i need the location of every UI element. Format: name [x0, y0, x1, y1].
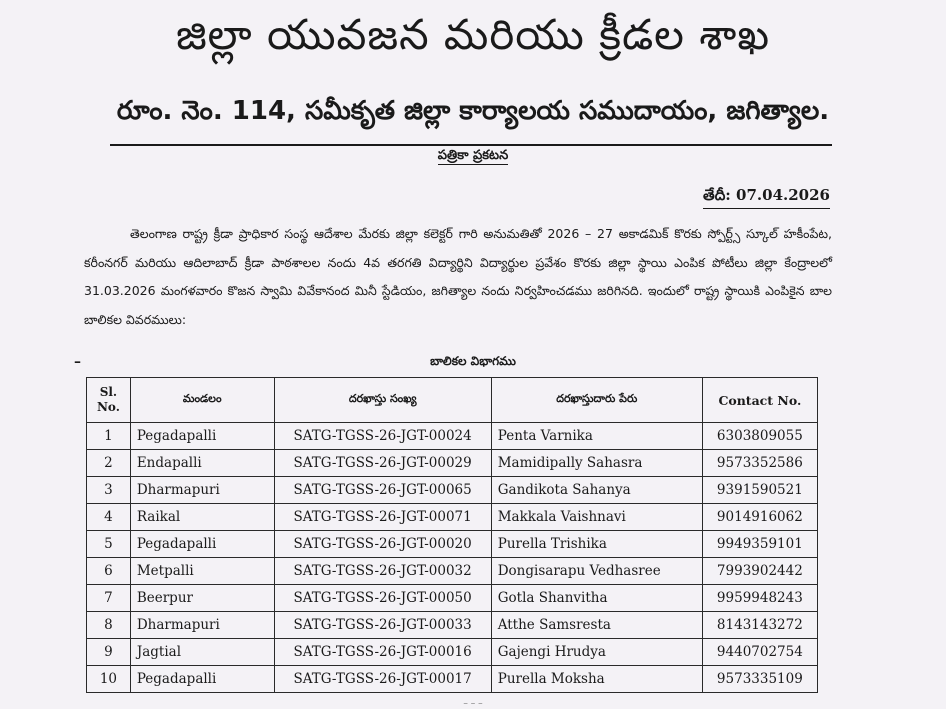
header-mandal: మండలం	[130, 378, 274, 423]
cell-application: SATG-TGSS-26-JGT-00029	[274, 450, 491, 477]
cell-contact: 8143143272	[702, 612, 817, 639]
cell-name: Penta Varnika	[491, 423, 702, 450]
document-date: తేదీ: 07.04.2026	[703, 186, 830, 209]
table-row	[87, 585, 818, 612]
page-title: జిల్లా యువజన మరియు క్రీడల శాఖ	[175, 10, 771, 59]
cell-mandal: Pegadapalli	[130, 423, 274, 450]
cell-contact: 7993902442	[702, 558, 817, 585]
cell-mandal: Beerpur	[130, 585, 274, 612]
cell-sl: 8	[87, 612, 131, 639]
cell-name: Gandikota Sahanya	[491, 477, 702, 504]
header-name: దరఖాస్తుదారు పేరు	[491, 378, 702, 423]
cell-sl: 5	[87, 531, 131, 558]
cell-mandal: Metpalli	[130, 558, 274, 585]
cell-sl: 1	[87, 423, 131, 450]
cell-mandal: Dharmapuri	[130, 612, 274, 639]
cell-contact: 9949359101	[702, 531, 817, 558]
cell-name: Purella Moksha	[491, 666, 702, 693]
cell-mandal: Pegadapalli	[130, 531, 274, 558]
cell-mandal: Endapalli	[130, 450, 274, 477]
table-row	[87, 450, 818, 477]
press-note-label: పత్రికా ప్రకటన	[437, 148, 509, 163]
section-title: బాలికల విభాగము	[430, 354, 516, 368]
cell-sl: 2	[87, 450, 131, 477]
page-mark: – – –	[463, 699, 483, 709]
table-row	[87, 612, 818, 639]
cell-name: Atthe Samsresta	[491, 612, 702, 639]
cell-application: SATG-TGSS-26-JGT-00032	[274, 558, 491, 585]
cell-mandal: Dharmapuri	[130, 477, 274, 504]
table-row	[87, 666, 818, 693]
cell-application: SATG-TGSS-26-JGT-00071	[274, 504, 491, 531]
body-paragraph: తెలంగాణ రాష్ట్ర క్రీడా ప్రాధికార సంస్థ ఆదేశాల మేరకు జిల్లా కలెక్టర్ గారి అనుమతితో 2026 – 27 అకాడమిక్ కొరకు స్పోర్ట్స్ స్కూల్ హకీంపేట, కరీంనగర్ మరియు ఆదిలాబాద్ క్రీడా పాఠశాలల నందు 4వ తరగతి విద్యార్థిని విద్యార్థుల ప్రవేశం కొరకు జిల్లా స్థాయి ఎంపిక పోటీలు జిల్లా కేంద్రాలలో 31.03.2026 మంగళవారం కొజన స్వామి వివేకానంద మినీ స్టేడియం, జగిత్యాల నందు నిర్వహించడము జరిగినది. ఇందులో రాష్ట్ర స్థాయికి ఎంపికైన బాల బాలికల వివరములు:	[84, 226, 832, 327]
cell-application: SATG-TGSS-26-JGT-00065	[274, 477, 491, 504]
header-divider	[110, 144, 832, 146]
press-note-heading	[0, 148, 946, 166]
table-row	[87, 558, 818, 585]
cell-name: Dongisarapu Vedhasree	[491, 558, 702, 585]
cell-contact: 9573335109	[702, 666, 817, 693]
office-address: రూం. నెం. 114, సమీకృత జిల్లా కార్యాలయ సముదాయం, జగిత్యాల.	[116, 96, 830, 126]
cell-name: Mamidipally Sahasra	[491, 450, 702, 477]
cell-sl: 3	[87, 477, 131, 504]
cell-contact: 9014916062	[702, 504, 817, 531]
cell-sl: 10	[87, 666, 131, 693]
cell-mandal: Raikal	[130, 504, 274, 531]
margin-dash: –	[74, 354, 81, 370]
table-row	[87, 531, 818, 558]
header-sl: Sl. No.	[87, 378, 131, 423]
cell-contact: 9440702754	[702, 639, 817, 666]
table-row	[87, 423, 818, 450]
table-row	[87, 504, 818, 531]
cell-application: SATG-TGSS-26-JGT-00024	[274, 423, 491, 450]
cell-contact: 9391590521	[702, 477, 817, 504]
cell-sl: 7	[87, 585, 131, 612]
cell-name: Gajengi Hrudya	[491, 639, 702, 666]
cell-name: Purella Trishika	[491, 531, 702, 558]
cell-name: Makkala Vaishnavi	[491, 504, 702, 531]
cell-sl: 9	[87, 639, 131, 666]
cell-contact: 6303809055	[702, 423, 817, 450]
cell-application: SATG-TGSS-26-JGT-00020	[274, 531, 491, 558]
table-row	[87, 639, 818, 666]
header-contact: Contact No.	[702, 378, 817, 423]
cell-contact: 9573352586	[702, 450, 817, 477]
cell-mandal: Jagtial	[130, 639, 274, 666]
cell-application: SATG-TGSS-26-JGT-00033	[274, 612, 491, 639]
cell-contact: 9959948243	[702, 585, 817, 612]
table-header-row	[87, 378, 818, 423]
selection-table	[86, 377, 818, 693]
cell-sl: 6	[87, 558, 131, 585]
cell-application: SATG-TGSS-26-JGT-00017	[274, 666, 491, 693]
cell-application: SATG-TGSS-26-JGT-00050	[274, 585, 491, 612]
cell-application: SATG-TGSS-26-JGT-00016	[274, 639, 491, 666]
cell-sl: 4	[87, 504, 131, 531]
table-row	[87, 477, 818, 504]
cell-mandal: Pegadapalli	[130, 666, 274, 693]
header-application: దరఖాస్తు సంఖ్య	[274, 378, 491, 423]
cell-name: Gotla Shanvitha	[491, 585, 702, 612]
